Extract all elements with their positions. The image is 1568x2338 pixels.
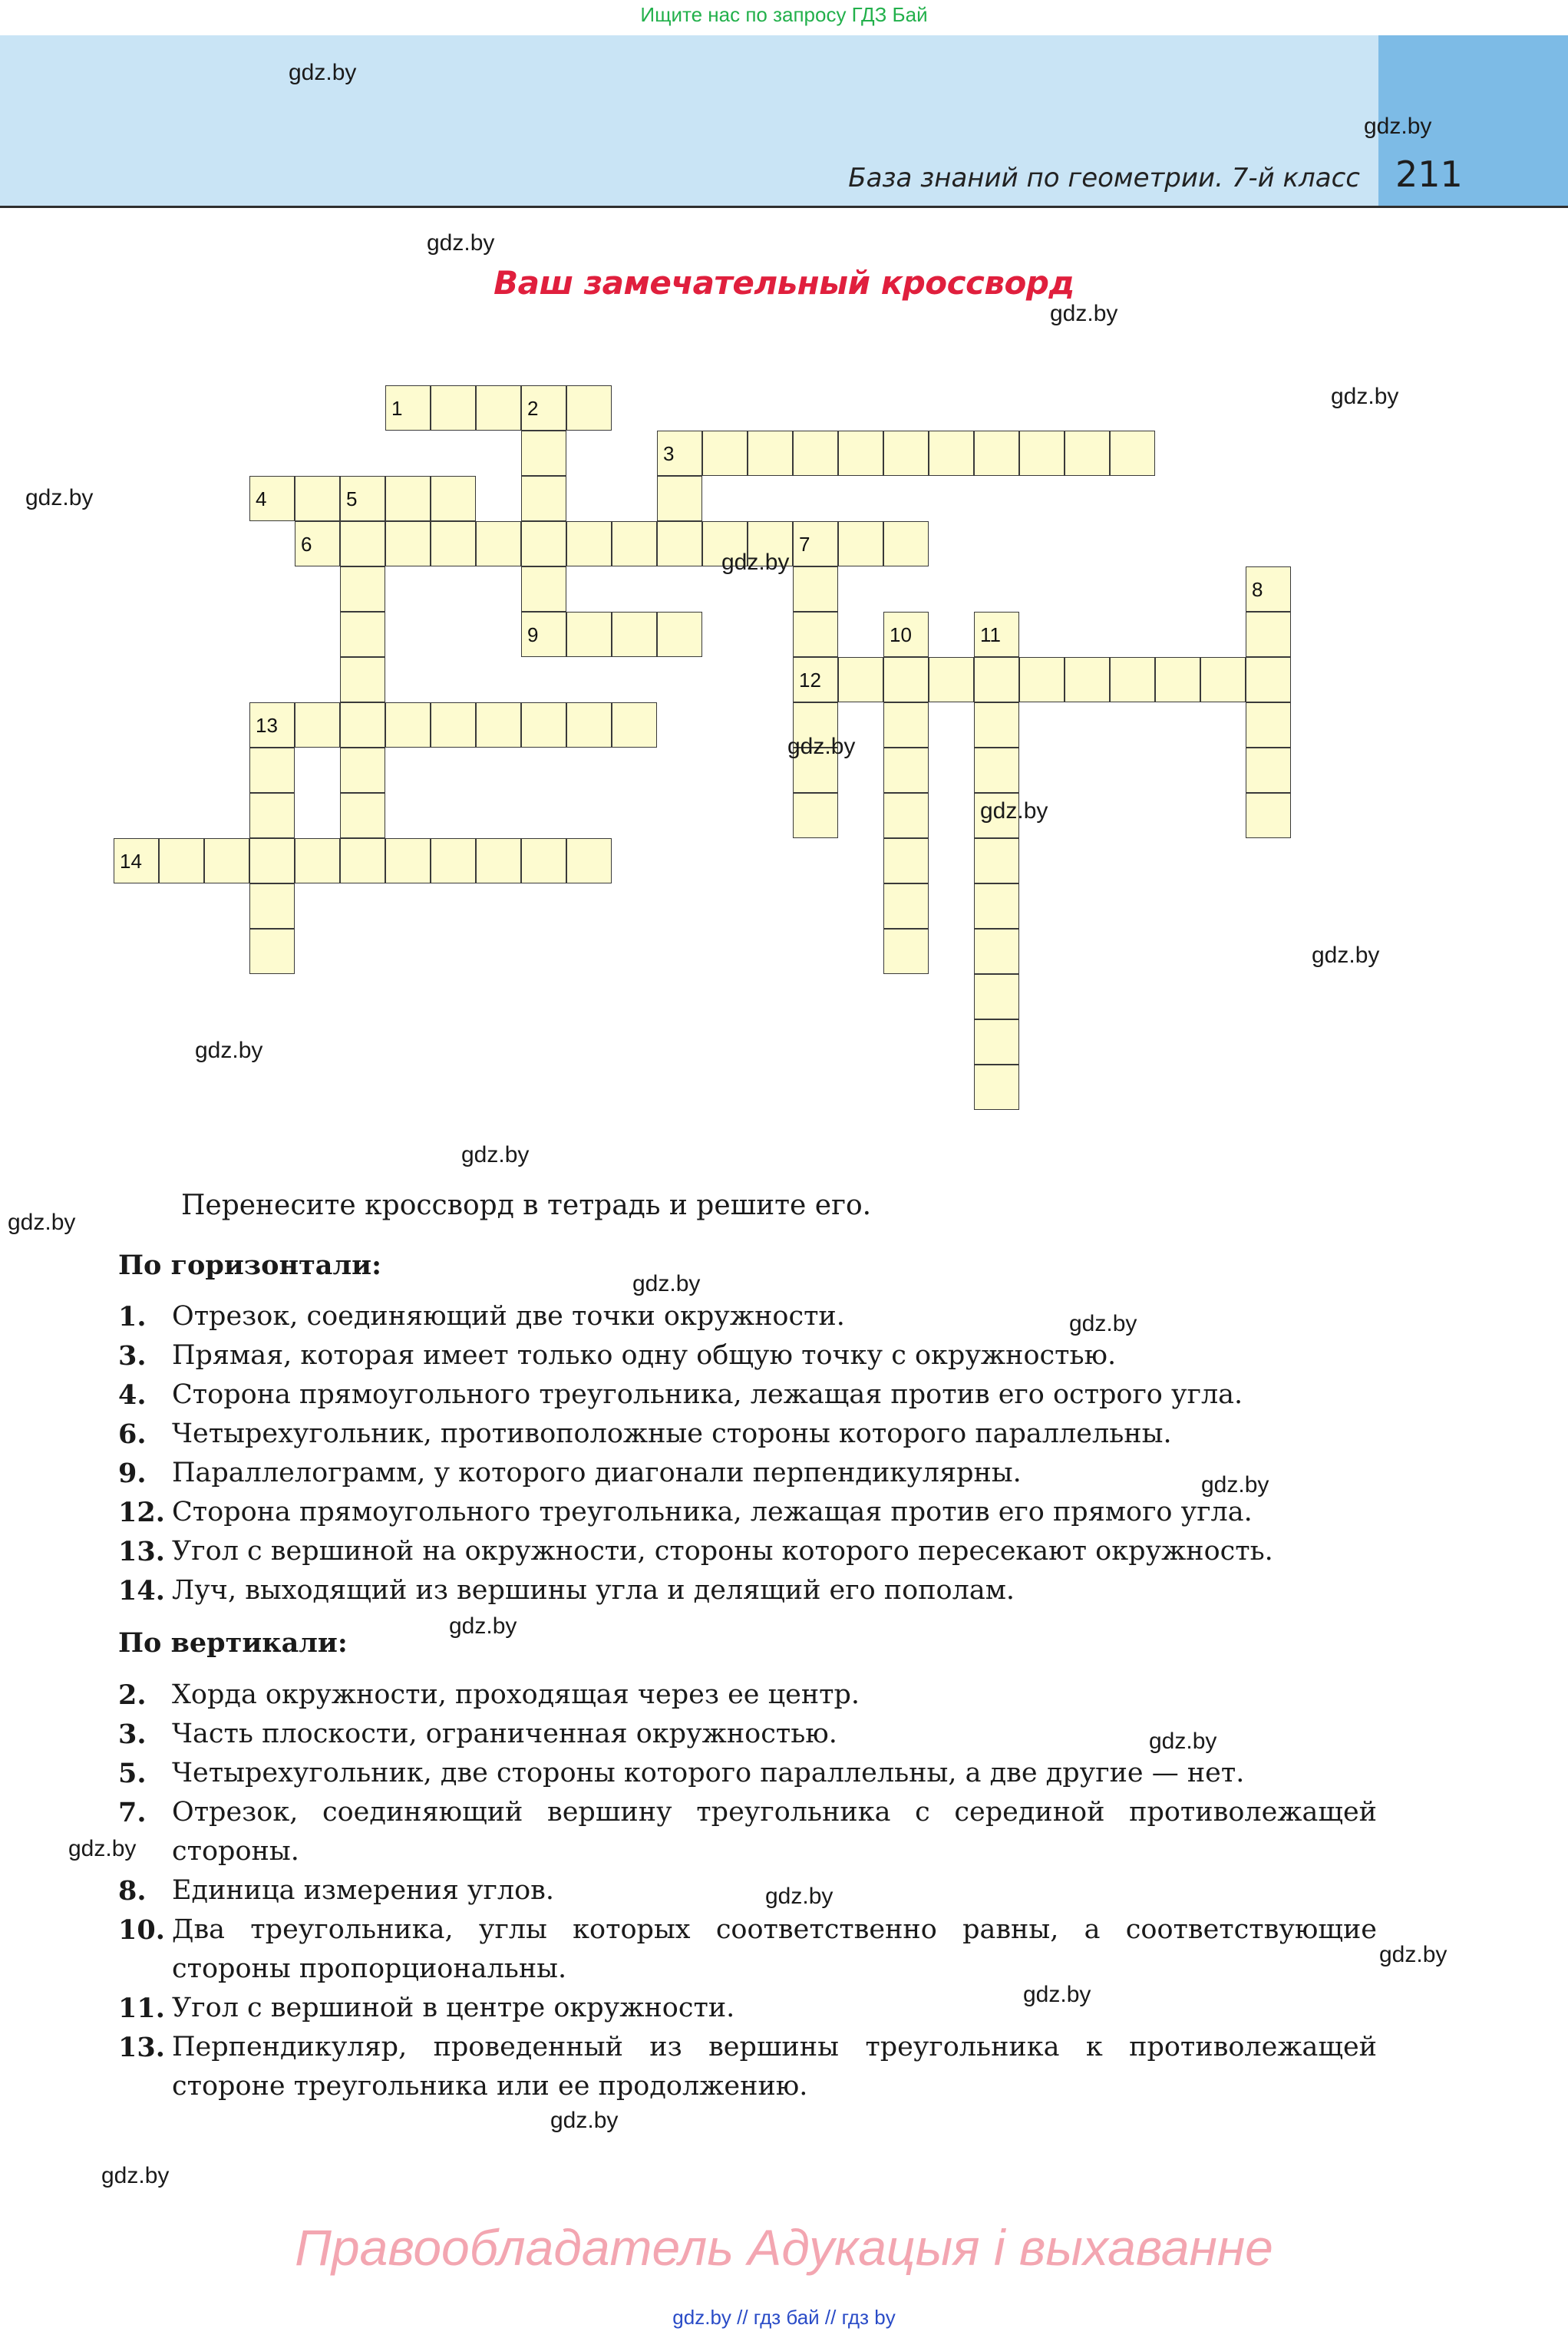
watermark: gdz.by: [980, 798, 1048, 824]
crossword-cell: [1200, 657, 1246, 702]
crossword-cell: [566, 702, 612, 748]
watermark: gdz.by: [68, 1836, 137, 1861]
watermark: gdz.by: [1379, 1942, 1448, 1967]
crossword-cell: [295, 838, 340, 883]
clue-text: Часть плоскости, ограниченная окружностью.: [172, 1719, 837, 1749]
crossword-cell: [793, 793, 838, 838]
crossword-cell: [476, 521, 521, 566]
clue-text: Параллелограмм, у которого диагонали перпендикулярны.: [172, 1458, 1022, 1488]
crossword-cell: [521, 431, 566, 476]
clue-number: 3.: [118, 1340, 147, 1372]
watermark: gdz.by: [289, 60, 357, 85]
across-heading: По горизонтали:: [118, 1250, 382, 1281]
crossword-cell: [974, 1065, 1019, 1110]
crossword-cell: [249, 748, 295, 793]
crossword-cell: [1065, 657, 1110, 702]
crossword-cell: [883, 838, 929, 883]
clue-item: [118, 1571, 1377, 1610]
clue-number: 5.: [118, 1758, 147, 1789]
clue-text: Четырехугольник, противоположные стороны которого параллельны.: [172, 1418, 1172, 1449]
crossword-cell: [883, 793, 929, 838]
clue-number: 13.: [118, 1536, 165, 1567]
crossword-cell: [431, 476, 476, 521]
watermark: gdz.by: [1364, 114, 1432, 139]
clue-number: 8.: [118, 1875, 147, 1907]
crossword-cell: [521, 521, 566, 566]
crossword-cell: [340, 702, 385, 748]
crossword-cell: [974, 431, 1019, 476]
watermark: gdz.by: [632, 1271, 701, 1296]
page-number: 211: [1395, 154, 1463, 195]
watermark: gdz.by: [1149, 1729, 1217, 1754]
clue-item: [118, 1676, 1377, 1715]
clue-item: [118, 1793, 1377, 1871]
crossword-cell: [1246, 612, 1291, 657]
crossword-cell: [974, 1019, 1019, 1065]
crossword-cell: [476, 385, 521, 431]
clue-number: 7.: [118, 1797, 147, 1828]
crossword-cell: [612, 521, 657, 566]
crossword-cell: [974, 748, 1019, 793]
crossword-cell: [883, 431, 929, 476]
crossword-cell: [249, 793, 295, 838]
crossword-cell-number: 12: [799, 669, 821, 692]
clue-text: Отрезок, соединяющий две точки окружности.: [172, 1301, 845, 1332]
clue-number: 14.: [118, 1575, 165, 1607]
crossword-cell: [159, 838, 204, 883]
crossword-cell-number: 7: [799, 533, 810, 556]
crossword-cell-number: 10: [890, 623, 912, 646]
clue-item: [118, 1989, 1377, 2028]
crossword-cell: [1110, 431, 1155, 476]
crossword-cell: [1246, 702, 1291, 748]
crossword-cell: [974, 929, 1019, 974]
watermark: gdz.by: [1069, 1311, 1137, 1336]
crossword-cell: [838, 657, 883, 702]
crossword-cell: [793, 431, 838, 476]
crossword-cell: [793, 566, 838, 612]
crossword-cell-number: 13: [256, 714, 278, 737]
clue-item: [118, 1754, 1377, 1793]
clue-text: Угол с вершиной в центре окружности.: [172, 1993, 735, 2023]
crossword-cell: [521, 476, 566, 521]
crossword-cell: [1065, 431, 1110, 476]
watermark: gdz.by: [765, 1884, 834, 1909]
crossword-cell: [566, 838, 612, 883]
crossword-cell-number: 2: [527, 397, 539, 420]
clue-item: [118, 1415, 1377, 1454]
crossword-cell: [249, 838, 295, 883]
crossword-cell: [929, 431, 974, 476]
watermark: gdz.by: [461, 1142, 530, 1167]
crossword-cell: [295, 476, 340, 521]
watermark: gdz.by: [787, 734, 856, 759]
clue-number: 12.: [118, 1497, 165, 1528]
crossword-cell: [340, 793, 385, 838]
watermark: gdz.by: [721, 550, 790, 575]
clue-text: Четырехугольник, две стороны которого параллельны, а две другие — нет.: [172, 1758, 1245, 1788]
crossword-cell: [883, 883, 929, 929]
top-search-note: Ищите нас по запросу ГДЗ Бай: [640, 3, 928, 26]
clue-item: [118, 1297, 1377, 1336]
crossword-cell: [657, 476, 702, 521]
crossword-cell: [431, 385, 476, 431]
clue-number: 10.: [118, 1914, 165, 1946]
crossword-cell: [431, 838, 476, 883]
crossword-cell: [431, 702, 476, 748]
crossword-cell: [612, 702, 657, 748]
crossword-cell: [521, 566, 566, 612]
crossword-cell: [974, 974, 1019, 1019]
crossword-cell-number: 4: [256, 487, 267, 510]
crossword-cell: [612, 612, 657, 657]
crossword-cell: [340, 657, 385, 702]
clue-text: Сторона прямоугольного треугольника, лежащая против его острого угла.: [172, 1379, 1243, 1410]
clue-text: Луч, выходящий из вершины угла и делящий его пополам.: [172, 1575, 1015, 1606]
crossword-cell-number: 3: [663, 442, 675, 465]
clue-item: [118, 1532, 1377, 1571]
watermark: gdz.by: [1312, 943, 1380, 968]
clue-number: 6.: [118, 1418, 147, 1450]
crossword-cell: [974, 657, 1019, 702]
crossword-cell: [1246, 793, 1291, 838]
crossword-cell: [249, 929, 295, 974]
crossword-cell: [1110, 657, 1155, 702]
clue-number: 4.: [118, 1379, 147, 1411]
clue-text: Перпендикуляр, проведенный из вершины треугольника к противолежащей стороне треугольника или ее продолжению.: [172, 2032, 1377, 2102]
clue-text: Прямая, которая имеет только одну общую точку с окружностью.: [172, 1340, 1117, 1371]
crossword-cell: [838, 521, 883, 566]
watermark: gdz.by: [195, 1038, 263, 1063]
crossword-cell-number: 5: [346, 487, 358, 510]
crossword-cell: [566, 385, 612, 431]
clue-number: 1.: [118, 1301, 147, 1332]
crossword-cell: [385, 521, 431, 566]
crossword-cell: [340, 838, 385, 883]
crossword-cell: [1155, 657, 1200, 702]
bottom-links[interactable]: gdz.by // гдз бай // гдз by: [672, 2306, 896, 2329]
crossword-cell: [974, 702, 1019, 748]
clue-number: 11.: [118, 1993, 165, 2024]
crossword-cell-number: 6: [301, 533, 312, 556]
watermark: gdz.by: [1331, 384, 1399, 409]
crossword-cell: [883, 657, 929, 702]
instructions-text: Перенесите кроссворд в тетрадь и решите его.: [181, 1190, 872, 1221]
clue-text: Единица измерения углов.: [172, 1875, 554, 1906]
crossword-cell: [385, 702, 431, 748]
watermark: gdz.by: [449, 1613, 517, 1639]
crossword-title: Ваш замечательный кроссворд: [494, 264, 1074, 302]
crossword-cell: [1019, 657, 1065, 702]
crossword-cell: [657, 612, 702, 657]
crossword-cell-number: 1: [391, 397, 403, 420]
crossword-cell: [883, 929, 929, 974]
clue-item: [118, 1375, 1377, 1415]
crossword-cell: [566, 521, 612, 566]
crossword-cell: [249, 883, 295, 929]
clue-text: Хорда окружности, проходящая через ее центр.: [172, 1679, 860, 1710]
crossword-cell: [793, 612, 838, 657]
crossword-cell: [340, 566, 385, 612]
clue-item: [118, 1336, 1377, 1375]
clue-number: 13.: [118, 2032, 165, 2063]
crossword-cell: [883, 748, 929, 793]
book-title: База знаний по геометрии. 7-й класс: [848, 163, 1360, 193]
crossword-cell: [1246, 657, 1291, 702]
watermark: gdz.by: [1201, 1472, 1269, 1498]
header-rule: [0, 206, 1568, 208]
watermark: gdz.by: [1023, 1982, 1091, 2007]
clue-item: [118, 1871, 1377, 1910]
crossword-cell: [566, 612, 612, 657]
clue-number: 9.: [118, 1458, 147, 1489]
crossword-cell: [748, 431, 793, 476]
crossword-cell-number: 11: [980, 623, 1001, 646]
watermark: gdz.by: [1050, 301, 1118, 326]
clue-item: [118, 1910, 1377, 1989]
crossword-cell: [340, 612, 385, 657]
crossword-cell: [385, 838, 431, 883]
clue-item: [118, 2028, 1377, 2106]
down-heading: По вертикали:: [118, 1627, 348, 1659]
crossword-cell: [340, 748, 385, 793]
clue-number: 3.: [118, 1719, 147, 1750]
copyright-footer: Правообладатель Адукацыя і выхаванне: [295, 2219, 1273, 2276]
watermark: gdz.by: [550, 2108, 619, 2133]
watermark: gdz.by: [25, 485, 94, 510]
clue-item: [118, 1493, 1377, 1532]
crossword-cell: [431, 521, 476, 566]
crossword-cell: [476, 702, 521, 748]
crossword-cell: [883, 702, 929, 748]
crossword-cell: [476, 838, 521, 883]
clue-item: [118, 1454, 1377, 1493]
clue-text: Отрезок, соединяющий вершину треугольника с серединой противолежащей стороны.: [172, 1797, 1377, 1867]
crossword-cell: [702, 431, 748, 476]
clue-text: Два треугольника, углы которых соответственно равны, а соответствующие стороны пропорциональны.: [172, 1914, 1377, 1984]
crossword-cell: [521, 702, 566, 748]
crossword-cell: [838, 431, 883, 476]
clue-number: 2.: [118, 1679, 147, 1711]
crossword-cell: [385, 476, 431, 521]
crossword-cell: [974, 838, 1019, 883]
crossword-cell: [340, 521, 385, 566]
crossword-cell-number: 8: [1252, 578, 1263, 601]
crossword-cell: [974, 883, 1019, 929]
crossword-cell: [295, 702, 340, 748]
crossword-cell: [1019, 431, 1065, 476]
crossword-cell: [204, 838, 249, 883]
watermark: gdz.by: [427, 230, 495, 256]
crossword-cell-number: 14: [120, 850, 142, 873]
crossword-cell: [657, 521, 702, 566]
clue-text: Сторона прямоугольного треугольника, лежащая против его прямого угла.: [172, 1497, 1253, 1527]
clue-text: Угол с вершиной на окружности, стороны которого пересекают окружность.: [172, 1536, 1273, 1567]
crossword-cell: [883, 521, 929, 566]
crossword-cell: [1246, 748, 1291, 793]
crossword-cell: [929, 657, 974, 702]
watermark: gdz.by: [101, 2163, 170, 2188]
crossword-cell-number: 9: [527, 623, 539, 646]
watermark: gdz.by: [8, 1210, 76, 1235]
crossword-cell: [521, 838, 566, 883]
